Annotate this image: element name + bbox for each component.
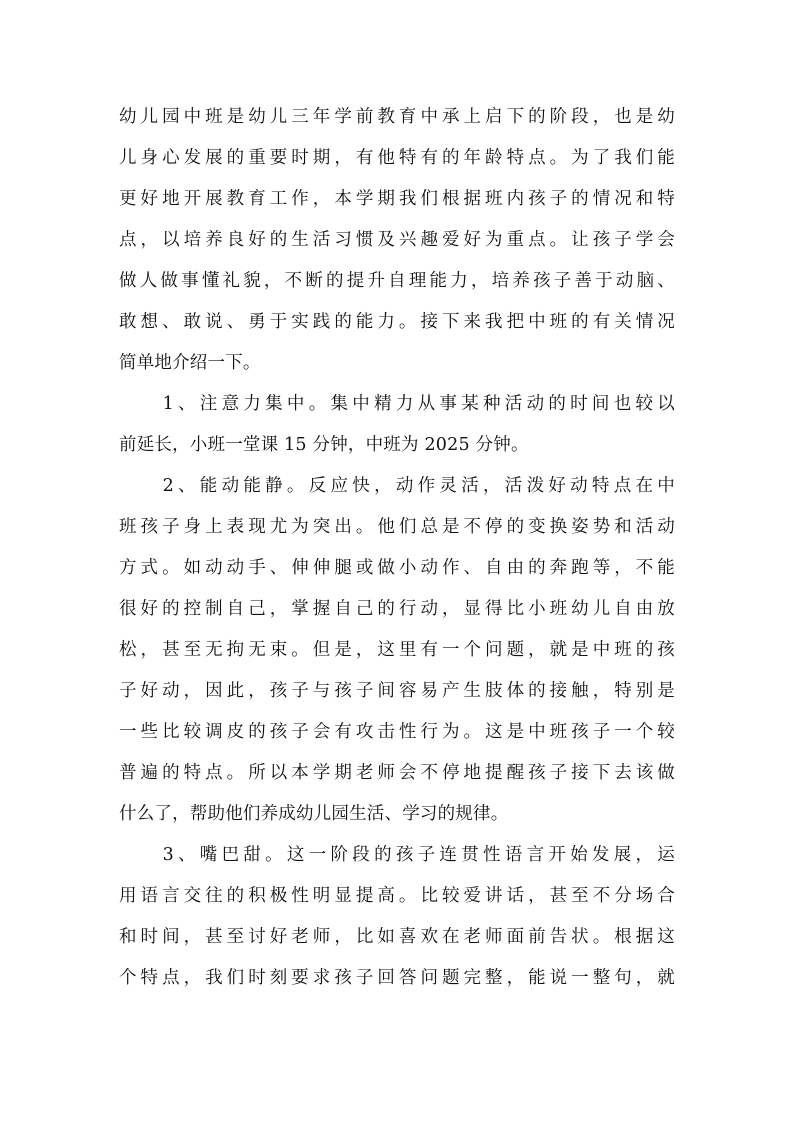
text-line: 什么了，帮助他们养成幼儿园生活、学习的规律。 xyxy=(119,804,509,824)
text-line: 儿身心发展的重要时期，有他特有的年龄特点。为了我们能 xyxy=(119,148,675,168)
document-body xyxy=(119,97,675,999)
text-line: 松，甚至无拘无束。但是，这里有一个问题，就是中班的孩 xyxy=(119,640,675,660)
paragraph-intro xyxy=(119,97,675,384)
text-line: 敢想、敢说、勇于实践的能力。接下来我把中班的有关情况 xyxy=(119,312,675,332)
text-line: 用语言交往的积极性明显提高。比较爱讲话，甚至不分场合 xyxy=(119,886,675,906)
text-line: 和时间，甚至讨好老师，比如喜欢在老师面前告状。根据这 xyxy=(119,927,675,947)
text-line: 更好地开展教育工作，本学期我们根据班内孩子的情况和特 xyxy=(119,189,675,209)
text-line: 班孩子身上表现尤为突出。他们总是不停的变换姿势和活动 xyxy=(119,517,675,537)
text-line: 子好动，因此，孩子与孩子间容易产生肢体的接触，特别是 xyxy=(119,681,675,701)
text-line: 做人做事懂礼貌，不断的提升自理能力，培养孩子善于动脑、 xyxy=(119,271,675,291)
text-line: 3、嘴巴甜。这一阶段的孩子连贯性语言开始发展，运 xyxy=(119,845,675,865)
paragraph-point-2 xyxy=(119,466,675,835)
text-line: 普遍的特点。所以本学期老师会不停地提醒孩子接下去该做 xyxy=(119,763,675,783)
text-line: 个特点，我们时刻要求孩子回答问题完整，能说一整句，就 xyxy=(119,968,675,988)
text-line: 幼儿园中班是幼儿三年学前教育中承上启下的阶段，也是幼 xyxy=(119,107,675,127)
paragraph-point-3 xyxy=(119,835,675,999)
text-line: 方式。如动动手、伸伸腿或做小动作、自由的奔跑等，不能 xyxy=(119,558,675,578)
text-line: 很好的控制自己，掌握自己的行动，显得比小班幼儿自由放 xyxy=(119,599,675,619)
text-line: 前延长，小班一堂课 15 分钟，中班为 2025 分钟。 xyxy=(119,435,529,455)
text-line: 一些比较调皮的孩子会有攻击性行为。这是中班孩子一个较 xyxy=(119,722,675,742)
paragraph-point-1 xyxy=(119,384,675,466)
text-line: 简单地介绍一下。 xyxy=(119,353,261,373)
text-line: 点，以培养良好的生活习惯及兴趣爱好为重点。让孩子学会 xyxy=(119,230,675,250)
text-line: 1、注意力集中。集中精力从事某种活动的时间也较以 xyxy=(119,394,675,414)
text-line: 2、能动能静。反应快，动作灵活，活泼好动特点在中 xyxy=(119,476,675,496)
